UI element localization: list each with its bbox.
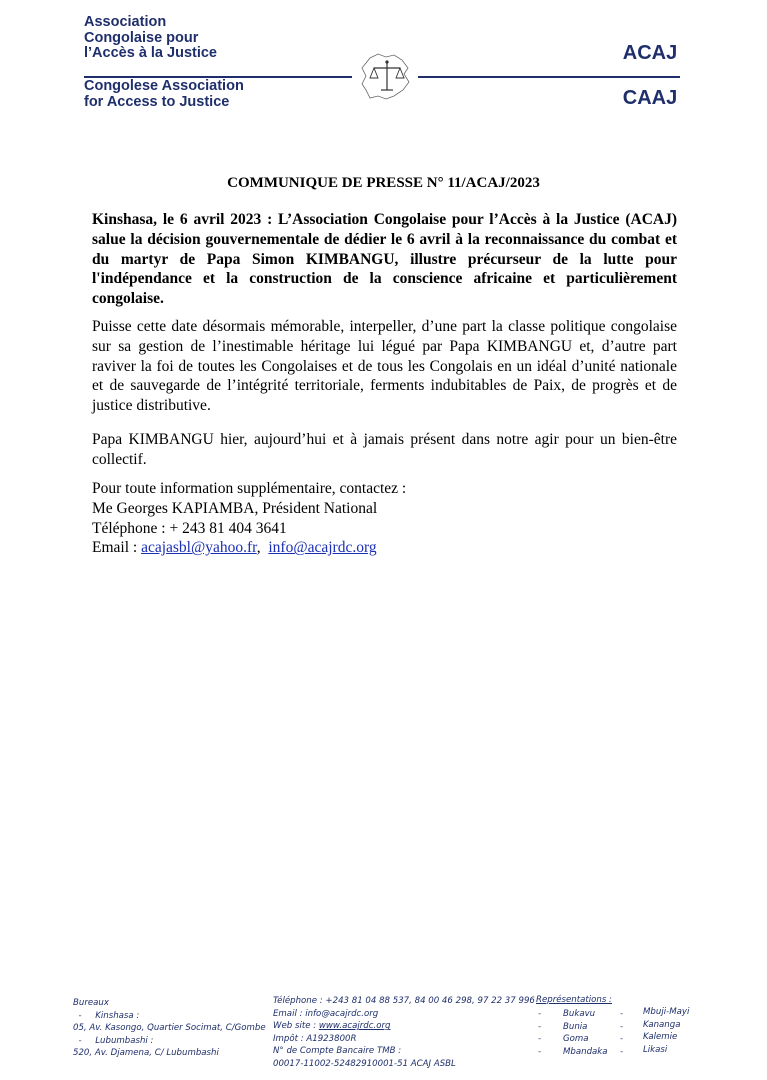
bullet-dash: - <box>620 1009 624 1019</box>
reps-right-cities <box>643 1006 689 1056</box>
contact-intro: Pour toute information supplémentaire, contactez : <box>92 480 407 497</box>
contact-person: Me Georges KAPIAMBA, Président National <box>92 499 378 517</box>
email-link-yahoo[interactable]: acajasbl@yahoo.fr <box>141 539 257 557</box>
office-lubumbashi <box>73 1035 266 1048</box>
email-separator: , <box>256 539 261 557</box>
footer-phone: Téléphone : +243 81 04 88 537, 84 00 46 298, 97 22 37 996 <box>273 996 535 1006</box>
rep-city: Goma <box>563 1034 589 1045</box>
body-paragraph-2: Puisse cette date désormais mémorable, interpeller, d’une part la classe politique congolaise sur sa gestion de l’inestimable héritage lui légué par Papa KIMBANGU et, d’autre part raviver la foi de toutes les Congolaises et de tous les Congolais en un idéal d’unité nationale et de sauvegarde de l’intégrité territoriale, ferments indubitables de Paix, de progrès et de justice distributive. <box>92 318 677 415</box>
contact-block <box>92 479 677 558</box>
rep-city: Mbandaka <box>563 1046 608 1057</box>
footer-website-link[interactable]: www.acajrdc.org <box>318 1021 391 1032</box>
press-release-title: COMMUNIQUE DE PRESSE N° 11/ACAJ/2023 <box>227 175 540 191</box>
rep-city: Bunia <box>563 1021 588 1032</box>
footer-email: Email : info@acajrdc.org <box>273 1008 379 1019</box>
contact-phone: Téléphone : + 243 81 404 3641 <box>92 519 287 537</box>
footer-website-line <box>273 1020 535 1033</box>
bullet-dash: - <box>620 1021 624 1032</box>
lead-paragraph: Kinshasa, le 6 avril 2023 : L’Association Congolaise pour l’Accès à la Justice (ACAJ) salue la décision gouvernementale de dédier le 6 avril à la reconnaissance du combat et du martyr de Papa Simon KIMBANGU, illustre précurseur de la lutte pour l'indépendance et la construction de la conscience africaine et particulièrement congolaise. <box>92 211 677 308</box>
rep-city: Kananga <box>643 1019 681 1030</box>
bullet-dash: - <box>538 1034 542 1045</box>
acronym-french: ACAJ <box>622 42 678 64</box>
office-lubumbashi-address: 520, Av. Djamena, C/ Lubumbashi <box>73 1048 219 1059</box>
rep-city: Mbuji-Mayi <box>643 1007 690 1017</box>
scales-of-justice-logo-icon <box>356 52 418 102</box>
bullet-dash: - <box>538 1046 542 1057</box>
footer-offices <box>73 997 266 1060</box>
bullet-dash: - <box>620 1046 624 1057</box>
representations-title: Représentations : <box>536 995 612 1005</box>
bullet-dash: - <box>78 1010 82 1021</box>
office-kinshasa-city: Kinshasa : <box>95 1010 140 1021</box>
reps-left-dashes <box>538 1008 541 1058</box>
body-paragraph-3: Papa KIMBANGU hier, aujourd’hui et à jamais présent dans notre agir pour un bien-être collectif. <box>92 431 677 468</box>
reps-right-dashes <box>620 1008 623 1058</box>
footer-bank-account: 00017-11002-52482910001-51 ACAJ ASBL <box>273 1058 456 1069</box>
header-rule-right <box>418 76 680 78</box>
bullet-dash: - <box>538 1021 542 1032</box>
acronym-english: CAAJ <box>622 87 678 109</box>
bullet-dash: - <box>78 1035 82 1046</box>
rep-city: Kalemie <box>643 1032 678 1043</box>
office-kinshasa-address: 05, Av. Kasongo, Quartier Socimat, C/Gombe <box>73 1023 266 1034</box>
offices-title: Bureaux <box>73 998 109 1008</box>
footer-website-label: Web site : <box>273 1021 317 1032</box>
footer-bank-label: N° de Compte Bancaire TMB : <box>273 1046 402 1057</box>
rep-city: Likasi <box>643 1044 668 1055</box>
reps-left-cities <box>563 1008 608 1058</box>
office-lubumbashi-city: Lubumbashi : <box>95 1035 154 1046</box>
footer-tax-id: Impôt : A1923800R <box>273 1033 357 1044</box>
contact-email-label: Email : <box>92 539 138 557</box>
office-kinshasa <box>73 1010 266 1023</box>
rep-city: Bukavu <box>563 1009 596 1019</box>
footer-representations-title <box>536 994 612 1007</box>
logo-emblem <box>356 52 418 102</box>
contact-email-line <box>92 538 677 558</box>
footer-contact-info <box>273 995 535 1071</box>
bullet-dash: - <box>538 1009 542 1019</box>
email-link-acajrdc[interactable]: info@acajrdc.org <box>268 539 377 557</box>
bullet-dash: - <box>620 1034 624 1045</box>
org-name-french: Association Congolaise pour l’Accès à la Justice <box>84 14 217 61</box>
org-name-english: Congolese Association for Access to Justice <box>84 78 244 110</box>
